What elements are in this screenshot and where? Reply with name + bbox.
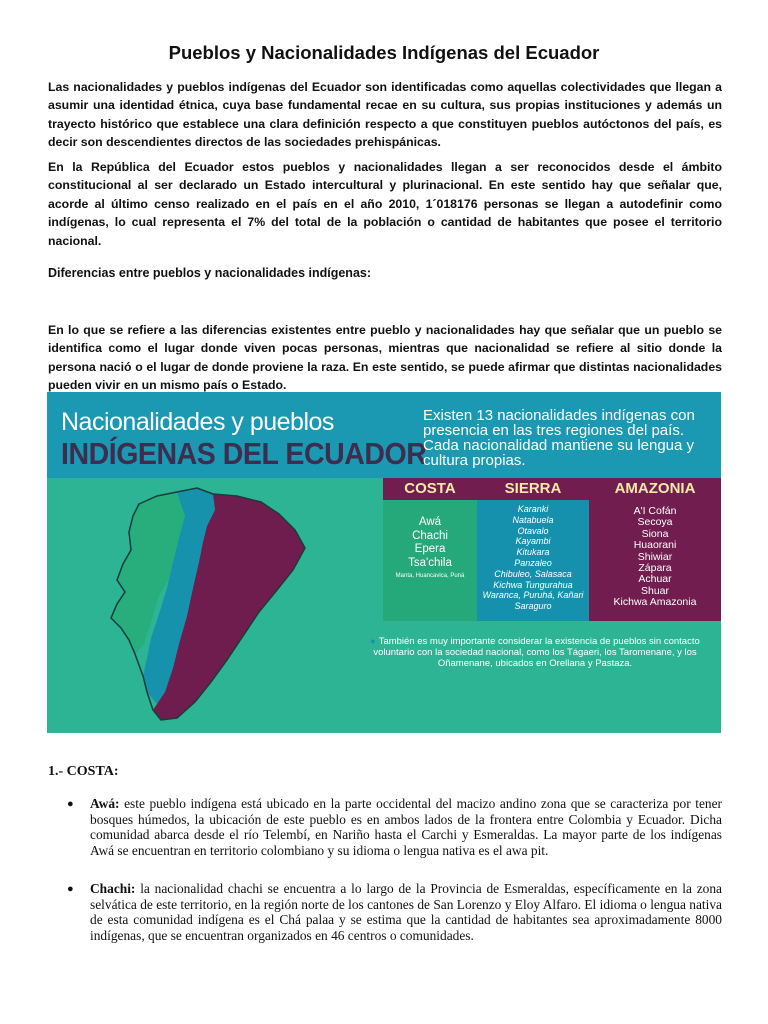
sierra-item: Kayambi xyxy=(515,536,551,547)
region-label-costa: COSTA xyxy=(383,478,477,500)
costa-item: Awá xyxy=(418,516,442,528)
region-label-amazonia: AMAZONIA xyxy=(589,478,721,500)
page-title: Pueblos y Nacionalidades Indígenas del Ecuador xyxy=(168,42,600,63)
infographic-subtitle: Existen 13 nacionalidades indígenas con presencia en las tres regiones del país. Cada nacionalidad mantiene su lengua y cultura propias. xyxy=(423,407,695,469)
costa-item: Tsa'chila xyxy=(408,556,452,569)
sierra-item: Karanki xyxy=(517,504,549,514)
entry-text: este pueblo indígena está ubicado en la parte occidental del macizo andino zona que se caracteriza por tener bosques húmedos, la ubicación de este pueblo es en ambos lados de la frontera entre Colombia y Ecuador. Dicha comunidad abarca desde el río Telembí, en Nariño hasta el Carchi y Esmeraldas. La mayor parte de los indígenas Awá se encuentran en territorio colombiano y su idioma o lengua nativa es el awa pit. xyxy=(90,796,722,859)
bullet-dot-icon: ● xyxy=(370,636,376,646)
costa-entry-chachi xyxy=(90,881,722,944)
region-label-sierra: SIERRA xyxy=(477,478,589,500)
sierra-item: Panzaleo xyxy=(514,557,552,568)
amazonia-item: Huaorani xyxy=(633,539,677,552)
infographic-title-line1: Nacionalidades y pueblos xyxy=(61,408,334,436)
constitution-paragraph: En la República del Ecuador estos pueblos y nacionalidades llegan a ser reconocidos desde el ámbito constitucional al ser declarado un Estado intercultural y plurinacional. En este sentido hay que señalar que, acorde al último censo realizado en el país en el año 2010, 1´018176 personas se llegan a autodefinir como indígenas, lo cual representa el 7% del total de la población o cantidad de habitantes que posee el territorio nacional. xyxy=(48,160,722,248)
amazonia-item: Secoya xyxy=(637,516,673,529)
amazonia-item: Kichwa Amazonia xyxy=(613,596,697,609)
amazonia-item: Shuar xyxy=(640,584,670,597)
costa-small-item: Manta, Huancavica, Puná xyxy=(395,573,465,579)
amazonia-item: Siona xyxy=(641,527,669,540)
sierra-item: Kitukara xyxy=(516,547,550,558)
costa-item: Epera xyxy=(414,543,446,555)
differences-heading: Diferencias entre pueblos y nacionalidades indígenas: xyxy=(48,266,372,280)
entry-text: la nacionalidad chachi se encuentra a lo largo de la Provincia de Esmeraldas, específicamente en la zona selvática de este territorio, en la región norte de los cantones de San Lorenzo y Eloy Alfaro. El idioma o lengua nativa de esta comunidad indígena es el Chá palaa y se estima que la cantidad de habitantes sea aproximadamente 8000 indígenas, que se encuentran organizados en 46 centros o comunidades. xyxy=(90,881,722,944)
region-column-costa xyxy=(383,478,477,621)
differences-paragraph: En lo que se refiere a las diferencias existentes entre pueblo y nacionalidades hay que señalar que un pueblo se identifica como el lugar donde viven pocas personas, mientras que nacionalidad se refiere al sitio donde la persona nació o el lugar de donde proviene la raza. En este sentido, se puede afirmar que distintas nacionalidades pueden vivir en un mismo país o Estado. xyxy=(48,323,722,393)
sierra-item: Otavalo xyxy=(517,525,549,536)
amazonia-item: Shiwiar xyxy=(637,550,673,563)
costa-section-heading: 1.- COSTA: xyxy=(48,764,119,779)
bullet-dot-icon: ● xyxy=(67,883,74,895)
amazonia-item: A'I Cofán xyxy=(633,505,677,517)
costa-entry-awa xyxy=(90,796,722,859)
amazonia-item: Achuar xyxy=(638,573,672,586)
region-column-sierra xyxy=(477,478,589,621)
infographic-note xyxy=(357,636,713,669)
infographic-note-text: También es muy importante considerar la existencia de pueblos sin contacto voluntario con la sociedad nacional, como los Tágaeri, los Taromenane, y los Oñamenane, ubicados en Orellana y Pastaza. xyxy=(373,636,700,669)
sierra-item: Waranca, Puruhá, Kañari xyxy=(482,590,584,601)
region-column-amazonia xyxy=(589,478,721,621)
intro-paragraph: Las nacionalidades y pueblos indígenas del Ecuador son identificadas como aquellas colectividades que llegan a asumir una identidad étnica, cuya base fundamental recae en su cultura, sus propias instituciones y además un trayecto histórico que establece una clara definición respecto a que constituyen pueblos autóctonos del país, es decir son descendientes directos de las sociedades prehispánicas. xyxy=(48,80,722,150)
infographic-title-line2: INDÍGENAS DEL ECUADOR xyxy=(61,436,427,471)
costa-item: Chachi xyxy=(412,529,448,542)
entry-name: Chachi: xyxy=(90,881,136,896)
sierra-item: Natabuela xyxy=(512,514,554,525)
indigenous-infographic xyxy=(47,392,721,733)
amazonia-item: Zápara xyxy=(638,562,672,575)
bullet-dot-icon: ● xyxy=(67,798,74,810)
sierra-item: Kichwa Tungurahua xyxy=(493,579,573,590)
entry-name: Awá: xyxy=(90,796,120,811)
sierra-item: Chibuleo, Salasaca xyxy=(494,568,572,579)
sierra-item: Saraguro xyxy=(514,601,552,612)
